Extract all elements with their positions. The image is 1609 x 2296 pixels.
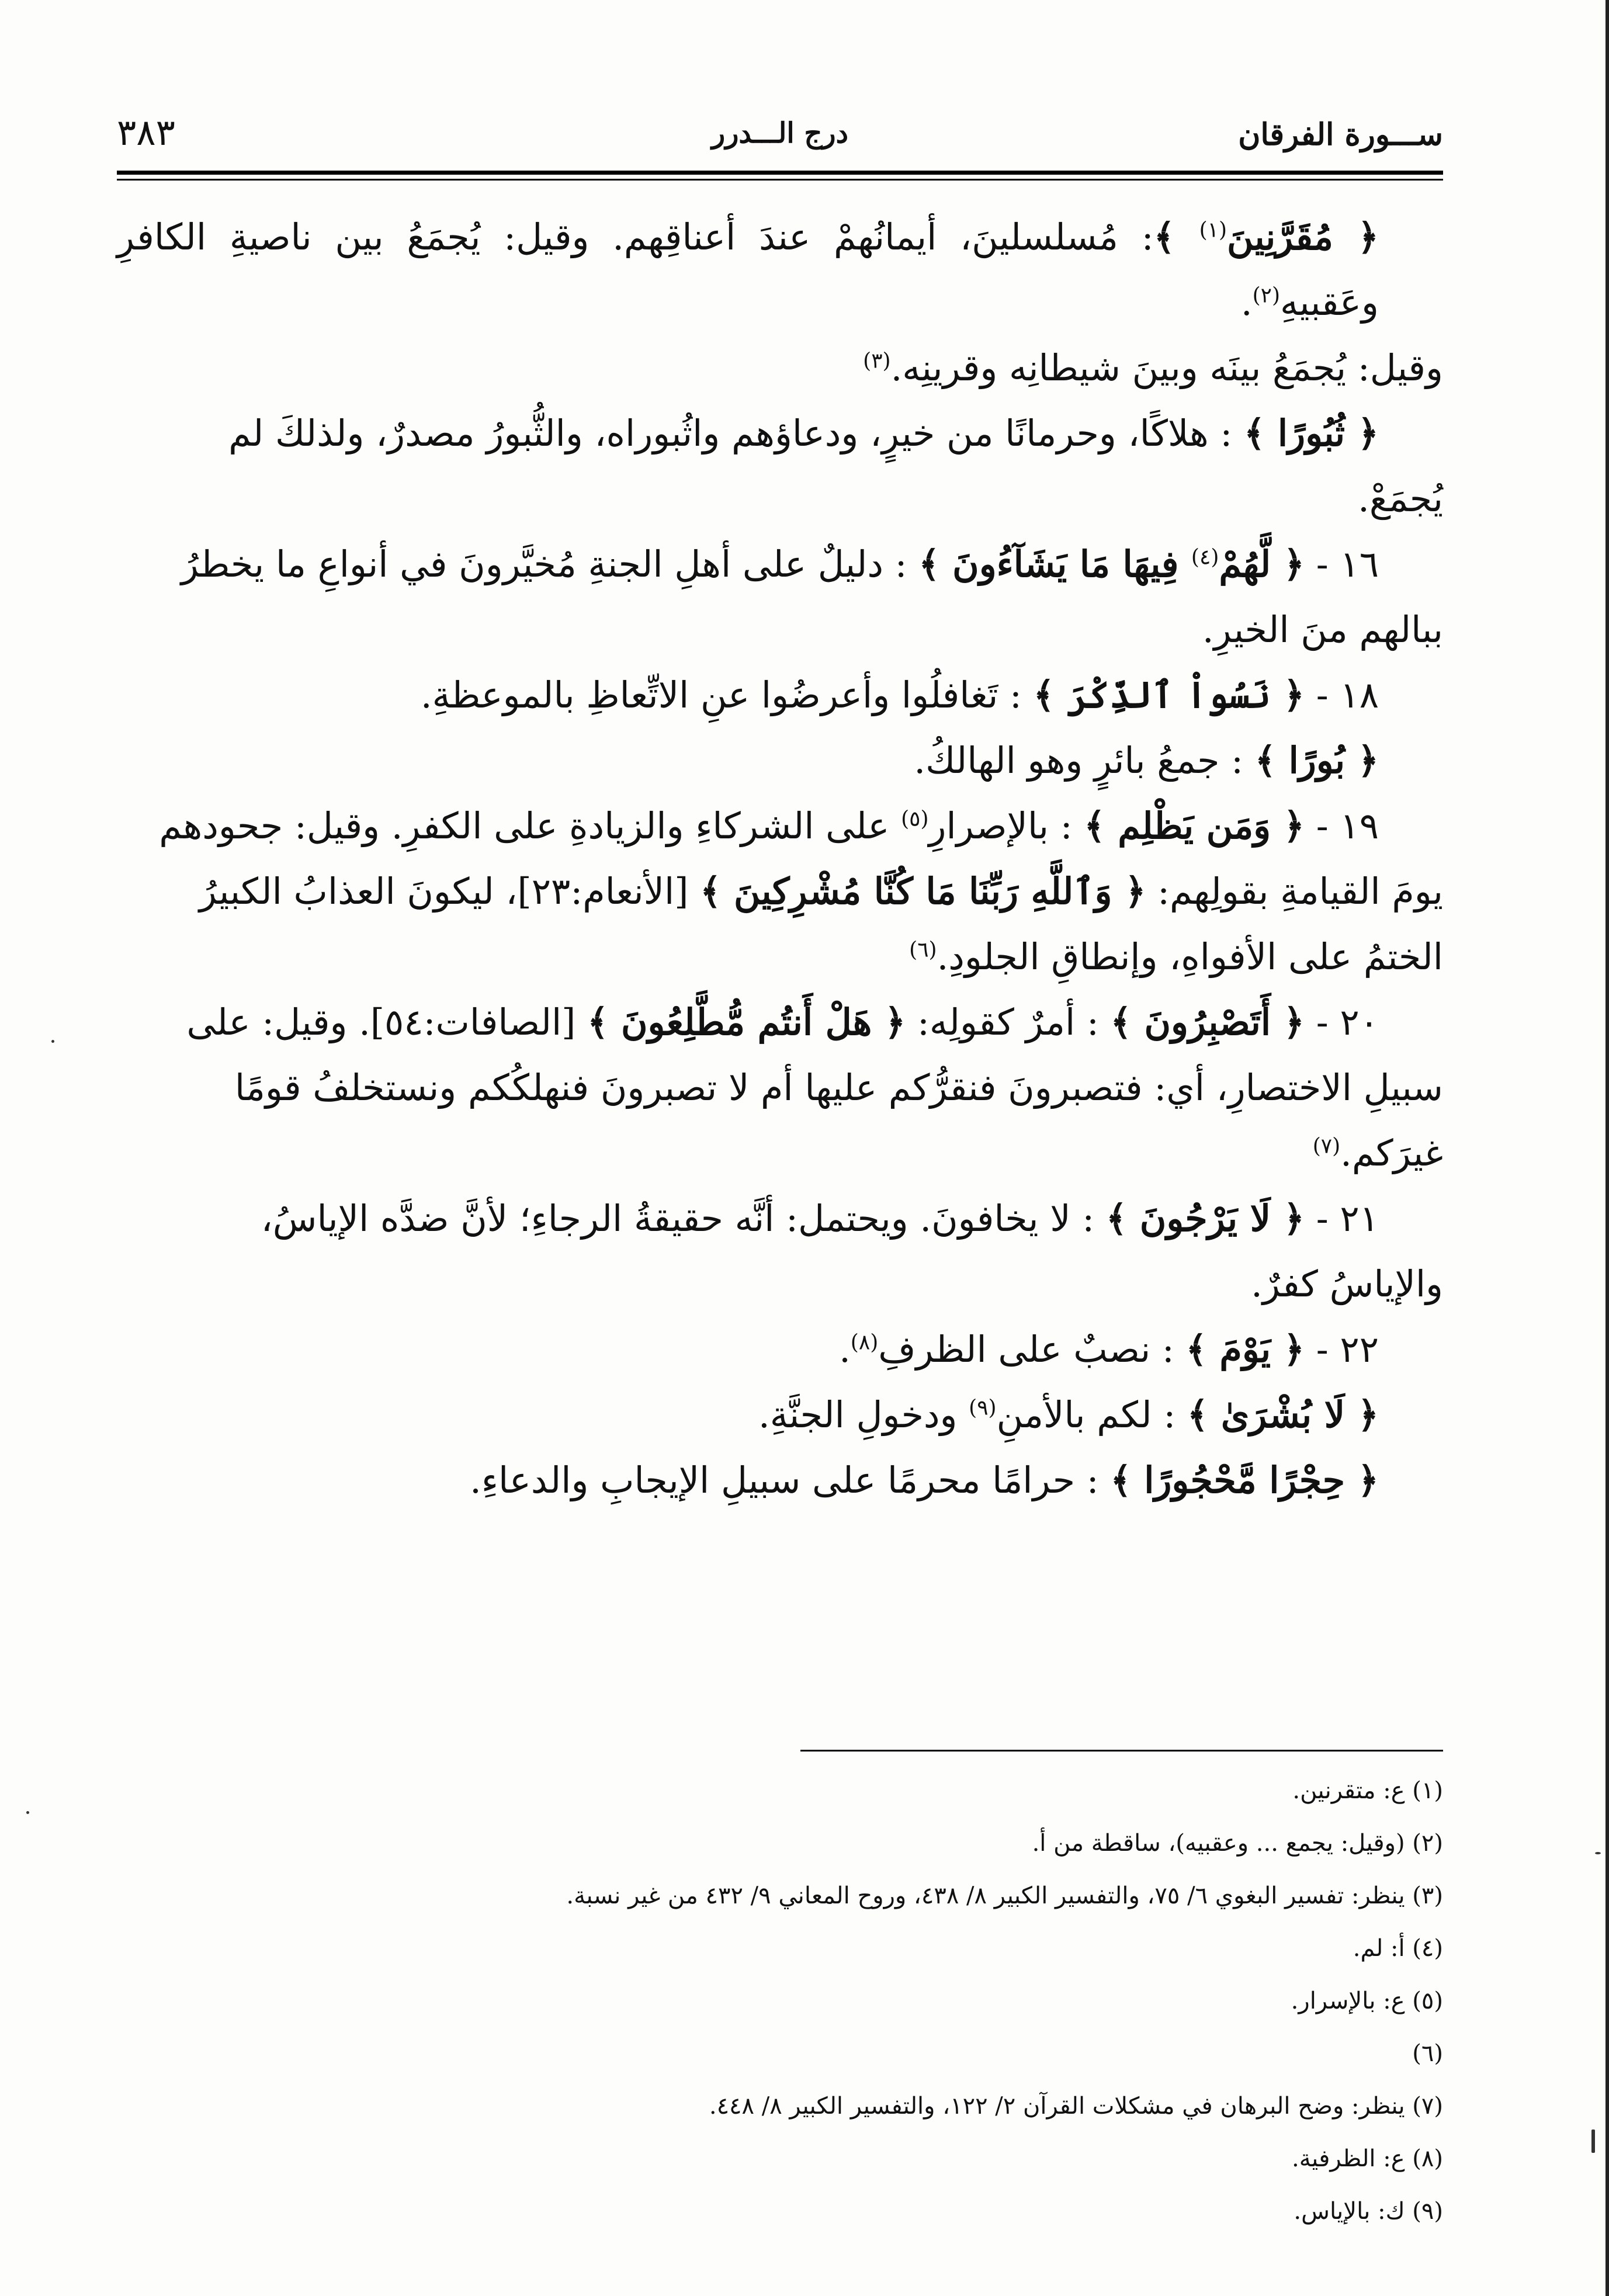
commentary: الختمُ على الأفواهِ، وإنطاقِ الجلودِ. — [937, 935, 1443, 978]
paragraph-continuation — [117, 1121, 1443, 1186]
commentary: : لكم بالأمنِ — [996, 1393, 1187, 1436]
verse-number: ٢٢ - — [1305, 1328, 1379, 1371]
footnote-separator — [800, 1750, 1443, 1752]
verse-number: ٢١ - — [1305, 1197, 1379, 1240]
quran-quote: فِيهَا مَا يَشَآءُونَ ﴾ — [918, 543, 1191, 585]
commentary: سبيلِ الاختصارِ، أي: فتصبرونَ فنقرُّكم عليها أم لا تصبرونَ فنهلكُكم ونستخلفُ قومًا — [234, 1066, 1443, 1109]
commentary: على الشركاءِ والزيادةِ على الكفرِ. وقيل: جحودهم — [159, 804, 901, 847]
paragraph-continuation — [117, 924, 1443, 990]
quran-quote: ﴿ لَا يَرْجُونَ ﴾ — [1105, 1197, 1305, 1240]
header-book-title: درج الـــدرر — [712, 117, 848, 150]
paragraph-continuation — [117, 335, 1443, 401]
paragraph-verse-22 — [117, 1317, 1443, 1382]
footnote-ref: (٧) — [1312, 1134, 1341, 1159]
quran-quote: ﴿ يَوْمَ ﴾ — [1185, 1328, 1305, 1371]
quran-quote: ﴿ أَتَصْبِرُونَ ﴾ — [1110, 1001, 1305, 1043]
commentary: . — [1240, 281, 1253, 324]
paragraph-verse-19 — [117, 793, 1443, 859]
paragraph-muqarranin — [117, 204, 1443, 335]
quran-quote: ﴿ وَمَن يَظْلِم ﴾ — [1084, 804, 1305, 847]
paragraph-continuation — [117, 1251, 1443, 1317]
header-rule-thick — [117, 171, 1443, 175]
paragraph-bushra — [117, 1382, 1443, 1448]
commentary: غيرَكم. — [1340, 1132, 1443, 1174]
paragraph-continuation — [117, 466, 1443, 532]
commentary: ودخولِ الجنَّةِ. — [758, 1393, 969, 1436]
verse-number: ٢٠ - — [1305, 1001, 1379, 1043]
paragraph-verse-21 — [117, 1186, 1443, 1251]
footnotes — [117, 1764, 1443, 2238]
footnote-ref: (٦) — [909, 938, 937, 962]
page-edge-shadow — [1605, 0, 1609, 2296]
paragraph-verse-20 — [117, 990, 1443, 1055]
commentary: : دليلٌ على أهلِ الجنةِ مُخيَّرونَ في أنواعِ ما يخطرُ — [181, 543, 919, 585]
verse-number: ١٦ - — [1305, 543, 1379, 585]
verse-number: ١٩ - — [1305, 804, 1379, 847]
page-number: ٣٨٣ — [117, 111, 175, 154]
commentary: : نصبٌ على الظرفِ — [878, 1328, 1186, 1371]
commentary: يومَ القيامةِ بقولِهم: — [1146, 870, 1443, 913]
commentary: : أمرٌ كقولِه: — [906, 1001, 1111, 1043]
quran-quote: ﴿ وَٱللَّهِ رَبِّنَا مَا كُنَّا مُشْرِكِينَ ﴾ — [700, 870, 1146, 913]
commentary: ببالهم منَ الخيرِ. — [1202, 608, 1443, 651]
footnote-2: (٢) (وقيل: يجمع ... وعقبيه)، ساقطة من أ. — [1032, 1830, 1443, 1857]
footnote-ref: (٤) — [1191, 545, 1219, 570]
commentary: : بالإصرارِ — [928, 804, 1084, 847]
quran-quote: ﴿ لَا بُشْرَىٰ ﴾ — [1187, 1393, 1379, 1436]
paragraph-continuation — [117, 859, 1443, 924]
commentary: : هلاكًا، وحرمانًا من خيرٍ، ودعاؤهم واثُبوراه، والثُّبورُ مصدرٌ، ولذلكَ لم — [228, 412, 1244, 455]
scan-speck — [1595, 1852, 1601, 1854]
quran-quote: ﴿ بُورًا ﴾ — [1254, 739, 1379, 782]
commentary: : مُسلسلينَ، أيمانُهمْ عندَ أعناقِهم. وقيل: يُجمَعُ بين ناصيةِ الكافرِ وعَقبيهِ — [117, 216, 1379, 324]
footnote-ref: (٩) — [969, 1396, 997, 1420]
footnote-ref: (٥) — [901, 807, 929, 831]
commentary: : حرامًا محرمًا على سبيلِ الإيجابِ والدعاءِ. — [470, 1459, 1111, 1501]
paragraph-continuation — [117, 1055, 1443, 1121]
commentary: يُجمَعْ. — [1358, 477, 1443, 520]
paragraph-verse-18 — [117, 663, 1443, 728]
running-header — [117, 105, 1443, 164]
commentary: وقيل: يُجمَعُ بينَه وبينَ شيطانِه وقرينِه. — [890, 346, 1443, 389]
footnote-6: (٦) — [1412, 2040, 1443, 2067]
footnote-5: (٥) ع: بالإسرار. — [1291, 1988, 1443, 2014]
paragraph-continuation — [117, 597, 1443, 663]
commentary: . — [839, 1328, 851, 1371]
scan-speck — [1591, 2129, 1595, 2153]
quran-quote: ﴿ ثُبُورًا ﴾ — [1244, 412, 1379, 455]
paragraph-hijr — [117, 1448, 1443, 1513]
paragraph-thubur — [117, 401, 1443, 466]
header-rule-thin — [117, 179, 1443, 181]
paragraph-verse-16 — [117, 532, 1443, 597]
commentary: [الصافات:٥٤]. وقيل: على — [186, 1001, 588, 1043]
commentary: [الأنعام:٢٣]، ليكونَ العذابُ الكبيرُ — [199, 870, 701, 913]
footnote-ref: (٢) — [1252, 283, 1281, 308]
commentary: : تَغافلُوا وأعرضُوا عنِ الاتِّعاظِ بالموعظةِ. — [420, 674, 1034, 716]
footnote-4: (٤) أ: لم. — [1353, 1935, 1443, 1962]
quran-quote: ﴿ نَسُواْ ٱلذِّكْرَ ﴾ — [1033, 674, 1305, 716]
footnote-9: (٩) ك: بالإياس. — [1294, 2198, 1443, 2225]
main-text — [117, 204, 1443, 1513]
footnote-ref: (٣) — [863, 349, 891, 373]
scan-speck — [51, 1040, 54, 1043]
scan-speck — [26, 1811, 29, 1814]
commentary: : لا يخافونَ. ويحتمل: أنَّه حقيقةُ الرجاءِ؛ لأنَّ ضدَّه الإياسُ، — [261, 1197, 1106, 1240]
quran-quote: ﴿ لَّهُمْ — [1219, 543, 1305, 585]
footnote-1: (١) ع: متقرنين. — [1292, 1777, 1443, 1804]
quran-quote: ﴿ حِجْرًا مَّحْجُورًا ﴾ — [1110, 1459, 1379, 1501]
header-surah-title: ســـورة الفرقان — [1238, 117, 1443, 152]
quran-quote: ﴿ هَلْ أَنتُم مُّطَّلِعُونَ ﴾ — [587, 1001, 906, 1043]
footnote-8: (٨) ع: الظرفية. — [1291, 2145, 1443, 2172]
commentary: : جمعُ بائرٍ وهو الهالكُ. — [914, 739, 1255, 782]
footnote-ref: (٨) — [850, 1330, 879, 1355]
quran-quote-close: ﴾ — [1153, 216, 1199, 258]
footnote-3: (٣) ينظر: تفسير البغوي ٦/ ٧٥، والتفسير الكبير ٨/ ٤٣٨، وروح المعاني ٩/ ٤٣٢ من غير نسبة. — [566, 1882, 1443, 1909]
verse-number: ١٨ - — [1305, 674, 1379, 716]
footnote-7: (٧) ينظر: وضح البرهان في مشكلات القرآن ٢/ ١٢٢، والتفسير الكبير ٨/ ٤٤٨. — [709, 2093, 1443, 2120]
quran-quote: ﴿ مُقَرَّنِينَ — [1227, 216, 1379, 258]
paragraph-bur — [117, 728, 1443, 793]
commentary: والإياسُ كفرٌ. — [1251, 1263, 1443, 1305]
footnote-ref: (١) — [1199, 218, 1227, 242]
